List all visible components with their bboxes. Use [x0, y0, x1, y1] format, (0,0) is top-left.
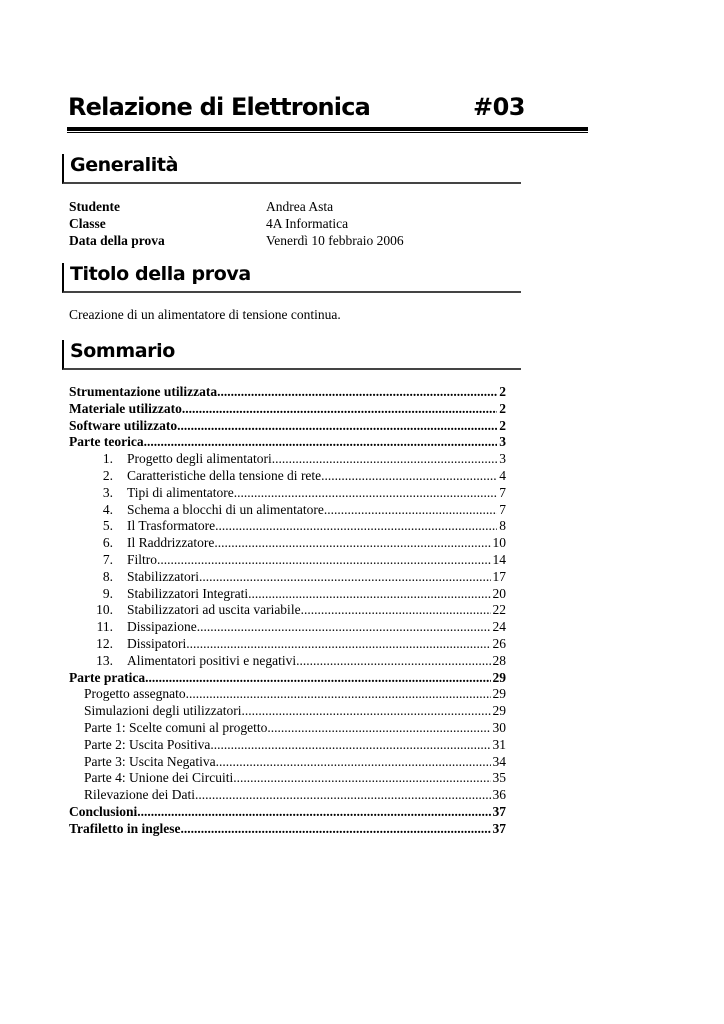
toc-entry-number: 5. — [102, 518, 113, 534]
toc-dot-leader — [272, 451, 498, 468]
toc-entry-title: Parte 3: Uscita Negativa — [84, 753, 216, 769]
toc-entry[interactable] — [69, 636, 506, 653]
toc-dot-leader — [233, 770, 490, 787]
info-row — [69, 215, 469, 232]
toc-entry-page: 14 — [492, 551, 506, 567]
toc-entry-title: Parte 2: Uscita Positiva — [84, 736, 211, 752]
section-heading-titolo — [62, 263, 521, 293]
toc-entry-title: Alimentatori positivi e negativi — [127, 652, 297, 668]
toc-entry-title: Software utilizzato — [69, 417, 178, 433]
toc-entry[interactable] — [69, 754, 506, 771]
toc-entry-page: 17 — [492, 568, 506, 584]
toc-entry-page: 3 — [499, 451, 506, 467]
toc-dot-leader — [199, 569, 491, 586]
toc-entry[interactable] — [69, 518, 506, 535]
section-heading-generalita — [62, 154, 521, 184]
toc-entry-number: 8. — [102, 568, 113, 584]
toc-entry-page: 20 — [492, 585, 506, 601]
toc-entry-page: 2 — [499, 384, 506, 399]
toc-entry[interactable] — [69, 384, 506, 401]
toc-entry-title: Stabilizzatori Integrati — [127, 585, 249, 601]
toc-entry-title: Parte teorica — [69, 434, 144, 450]
toc-entry-title: Dissipatori — [127, 635, 187, 651]
toc-entry[interactable] — [69, 686, 506, 703]
toc-entry-page: 24 — [492, 619, 506, 635]
toc-dot-leader — [321, 468, 497, 485]
toc-entry-page: 37 — [492, 820, 506, 836]
toc-entry[interactable] — [69, 787, 506, 804]
info-value: 4A Informatica — [266, 216, 349, 231]
toc-entry-page: 29 — [492, 686, 506, 702]
toc-entry-number: 13. — [96, 652, 113, 668]
toc-entry-number: 7. — [102, 551, 113, 567]
toc-entry[interactable] — [69, 720, 506, 737]
info-value: Venerdì 10 febbraio 2006 — [266, 233, 404, 248]
toc-entry-title: Progetto degli alimentatori — [127, 451, 272, 467]
toc-entry-page: 29 — [492, 703, 506, 719]
toc-dot-leader — [248, 586, 490, 603]
toc-entry-number: 10. — [96, 602, 113, 618]
toc-dot-leader — [197, 619, 491, 636]
toc-entry[interactable] — [69, 485, 506, 502]
toc-entry[interactable] — [69, 569, 506, 586]
toc-entry-page: 36 — [492, 787, 506, 803]
toc-entry[interactable] — [69, 703, 506, 720]
toc-dot-leader — [195, 787, 491, 804]
toc-dot-leader — [182, 401, 497, 418]
toc-entry-page: 34 — [492, 753, 506, 769]
toc-entry-title: Stabilizzatori — [127, 568, 199, 584]
toc-entry-number: 12. — [96, 635, 113, 651]
section-title: Sommario — [70, 340, 175, 362]
toc-entry-page: 28 — [492, 652, 506, 668]
toc-dot-leader — [216, 754, 491, 771]
toc-entry[interactable] — [69, 552, 506, 569]
toc-dot-leader — [177, 418, 497, 435]
toc-entry[interactable] — [69, 401, 506, 418]
toc-entry-title: Conclusioni — [69, 803, 138, 819]
toc-entry[interactable] — [69, 502, 506, 519]
table-of-contents — [69, 384, 506, 838]
info-row — [69, 232, 469, 249]
toc-entry-page: 35 — [492, 770, 506, 786]
toc-entry-title: Simulazioni degli utilizzatori — [84, 703, 242, 719]
toc-entry[interactable] — [69, 619, 506, 636]
toc-dot-leader — [145, 670, 490, 687]
info-label: Data della prova — [69, 233, 165, 248]
toc-entry-page: 2 — [499, 400, 506, 416]
document-header — [68, 93, 588, 129]
toc-dot-leader — [234, 485, 498, 502]
toc-entry[interactable] — [69, 653, 506, 670]
toc-entry-number: 1. — [102, 451, 113, 467]
toc-entry[interactable] — [69, 434, 506, 451]
title-rule — [67, 127, 588, 131]
toc-dot-leader — [210, 737, 490, 754]
toc-entry-title: Progetto assegnato — [84, 686, 186, 702]
toc-entry-number: 6. — [102, 535, 113, 551]
toc-entry-number: 4. — [102, 501, 113, 517]
info-row — [69, 198, 469, 215]
toc-entry-page: 4 — [499, 467, 506, 483]
toc-entry-page: 22 — [492, 602, 506, 618]
toc-entry-page: 7 — [499, 501, 506, 517]
toc-entry-title: Stabilizzatori ad uscita variabile — [127, 602, 301, 618]
toc-dot-leader — [215, 518, 497, 535]
section-heading-sommario — [62, 340, 521, 370]
title-rule-thin — [67, 132, 588, 133]
toc-entry[interactable] — [69, 418, 506, 435]
toc-entry-number: 3. — [102, 484, 113, 500]
toc-entry-page: 30 — [492, 719, 506, 735]
toc-entry-page: 2 — [499, 417, 506, 433]
toc-dot-leader — [186, 686, 491, 703]
toc-entry-page: 8 — [499, 518, 506, 534]
toc-entry-page: 31 — [492, 736, 506, 752]
toc-entry-title: Materiale utilizzato — [69, 400, 182, 416]
toc-entry-number: 2. — [102, 467, 113, 483]
toc-entry-title: Caratteristiche della tensione di rete — [127, 467, 322, 483]
toc-entry-title: Il Trasformatore — [127, 518, 216, 534]
toc-dot-leader — [180, 821, 490, 838]
toc-entry[interactable] — [69, 468, 506, 485]
toc-entry[interactable] — [69, 821, 506, 838]
document-title: Relazione di Elettronica — [68, 93, 371, 121]
toc-dot-leader — [186, 636, 490, 653]
toc-dot-leader — [144, 434, 498, 451]
info-label: Studente — [69, 199, 121, 214]
toc-entry-title: Filtro — [127, 551, 158, 567]
toc-dot-leader — [217, 384, 497, 401]
info-label: Classe — [69, 216, 106, 231]
toc-entry[interactable] — [69, 602, 506, 619]
toc-entry[interactable] — [69, 670, 506, 687]
toc-dot-leader — [324, 502, 497, 519]
toc-entry-number: 9. — [102, 585, 113, 601]
toc-entry[interactable] — [69, 535, 506, 552]
toc-dot-leader — [214, 535, 490, 552]
toc-dot-leader — [241, 703, 490, 720]
toc-dot-leader — [296, 653, 490, 670]
toc-entry[interactable] — [69, 586, 506, 603]
toc-entry-title: Tipi di alimentatore — [127, 484, 234, 500]
toc-entry-title: Strumentazione utilizzata — [69, 384, 218, 399]
toc-dot-leader — [157, 552, 490, 569]
toc-dot-leader — [267, 720, 490, 737]
toc-entry-title: Trafiletto in inglese — [69, 820, 181, 836]
document-number: #03 — [473, 93, 526, 121]
toc-entry-title: Schema a blocchi di un alimentatore — [127, 501, 324, 517]
section-title: Generalità — [70, 154, 179, 176]
toc-entry-title: Il Raddrizzatore — [127, 535, 215, 551]
toc-entry-page: 10 — [492, 535, 506, 551]
test-description: Creazione di un alimentatore di tensione continua. — [69, 307, 341, 322]
toc-entry-title: Parte 4: Unione dei Circuiti — [84, 770, 234, 786]
toc-entry[interactable] — [69, 737, 506, 754]
toc-entry-number: 11. — [96, 619, 113, 635]
toc-entry-page: 26 — [492, 635, 506, 651]
toc-entry-title: Rilevazione dei Dati — [84, 787, 195, 803]
toc-entry-page: 7 — [499, 484, 506, 500]
section-title: Titolo della prova — [70, 263, 251, 285]
info-value: Andrea Asta — [266, 199, 334, 214]
toc-entry[interactable] — [69, 451, 506, 468]
toc-entry-title: Dissipazione — [127, 619, 197, 635]
toc-entry-title: Parte 1: Scelte comuni al progetto — [84, 719, 268, 735]
toc-entry-page: 37 — [492, 803, 506, 819]
info-table — [69, 198, 469, 249]
toc-entry-page: 29 — [492, 669, 506, 685]
toc-dot-leader — [137, 804, 490, 821]
toc-dot-leader — [301, 602, 491, 619]
toc-entry[interactable] — [69, 804, 506, 821]
toc-entry-page: 3 — [499, 434, 506, 450]
toc-entry-title: Parte pratica — [69, 669, 146, 685]
toc-entry[interactable] — [69, 770, 506, 787]
